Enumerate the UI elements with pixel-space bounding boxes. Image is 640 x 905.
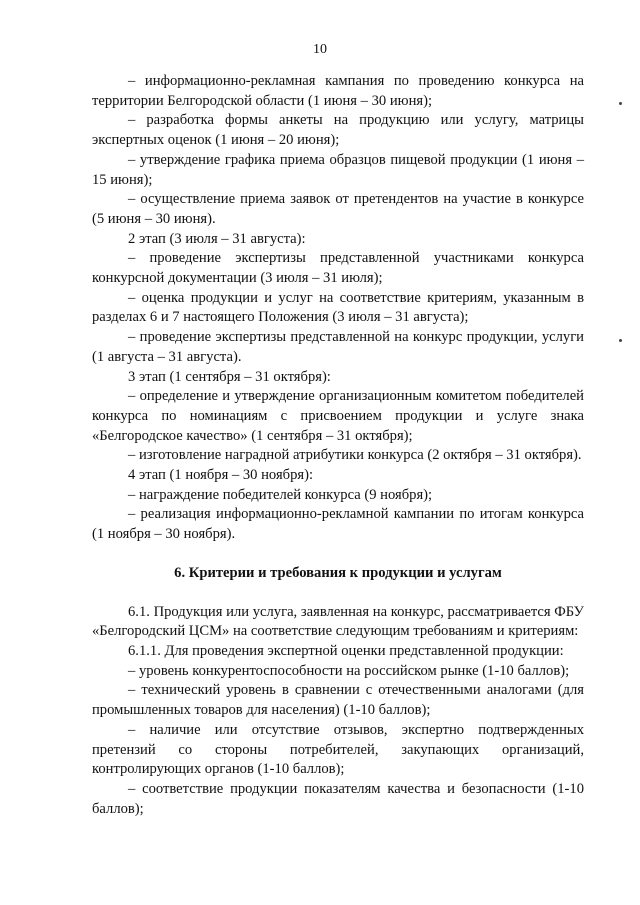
page-number: 10	[313, 42, 327, 57]
paragraph: – оценка продукции и услуг на соответствие критериям, указанным в разделах 6 и 7 настоящего Положения (3 июля – 31 августа);	[92, 289, 584, 326]
paragraph: – изготовление наградной атрибутики конкурса (2 октября – 31 октября).	[128, 447, 582, 464]
paragraph: – определение и утверждение организационным комитетом победителей конкурса по номинациям с присвоением продукции и услуге знака «Белгородское качество» (1 сентября – 31 октября);	[92, 388, 584, 444]
paragraph: – награждение победителей конкурса (9 ноября);	[128, 486, 433, 503]
paragraph: – информационно-рекламная кампания по проведению конкурса на территории Белгородской области (1 июня – 30 июня);	[92, 73, 584, 109]
paragraph: – технический уровень в сравнении с отечественными аналогами (для промышленных товаров для населения) (1-10 баллов);	[92, 682, 584, 719]
paragraph: – утверждение графика приема образцов пищевой продукции (1 июня – 15 июня);	[92, 151, 584, 188]
stage-heading: 3 этап (1 сентября – 31 октября):	[128, 368, 331, 385]
paragraph: – соответствие продукции показателям качества и безопасности (1-10 баллов);	[92, 780, 584, 817]
margin-mark	[619, 339, 622, 342]
paragraph: – осуществление приема заявок от претендентов на участие в конкурсе (5 июня – 30 июня).	[92, 191, 584, 227]
paragraph: – проведение экспертизы представленной на конкурс продукции, услуги (1 августа – 31 августа).	[92, 329, 584, 365]
stage-heading: 2 этап (3 июля – 31 августа):	[128, 230, 306, 247]
section-heading: 6. Критерии и требования к продукции и услугам	[174, 564, 502, 581]
document-body	[92, 72, 584, 819]
paragraph: – проведение экспертизы представленной участниками конкурса конкурсной документации (3 июля – 31 июля);	[92, 250, 584, 287]
paragraph: – реализация информационно-рекламной кампании по итогам конкурса (1 ноября – 30 ноября).	[92, 506, 584, 543]
paragraph: – наличие или отсутствие отзывов, экспертно подтвержденных претензий со стороны потребителей, закупающих организаций, контролирующих органов (1-10 баллов);	[92, 721, 584, 778]
paragraph: 6.1.1. Для проведения экспертной оценки представленной продукции:	[128, 642, 564, 659]
margin-mark	[619, 102, 622, 105]
paragraph: – разработка формы анкеты на продукцию или услугу, матрицы экспертных оценок (1 июня – 20 июня);	[92, 112, 584, 149]
paragraph: 6.1. Продукция или услуга, заявленная на конкурс, рассматривается ФБУ «Белгородский ЦСМ» на соответствие следующим требованиям и критериям:	[92, 603, 584, 640]
stage-heading: 4 этап (1 ноября – 30 ноября):	[128, 467, 314, 484]
paragraph: – уровень конкурентоспособности на российском рынке (1-10 баллов);	[128, 662, 570, 679]
